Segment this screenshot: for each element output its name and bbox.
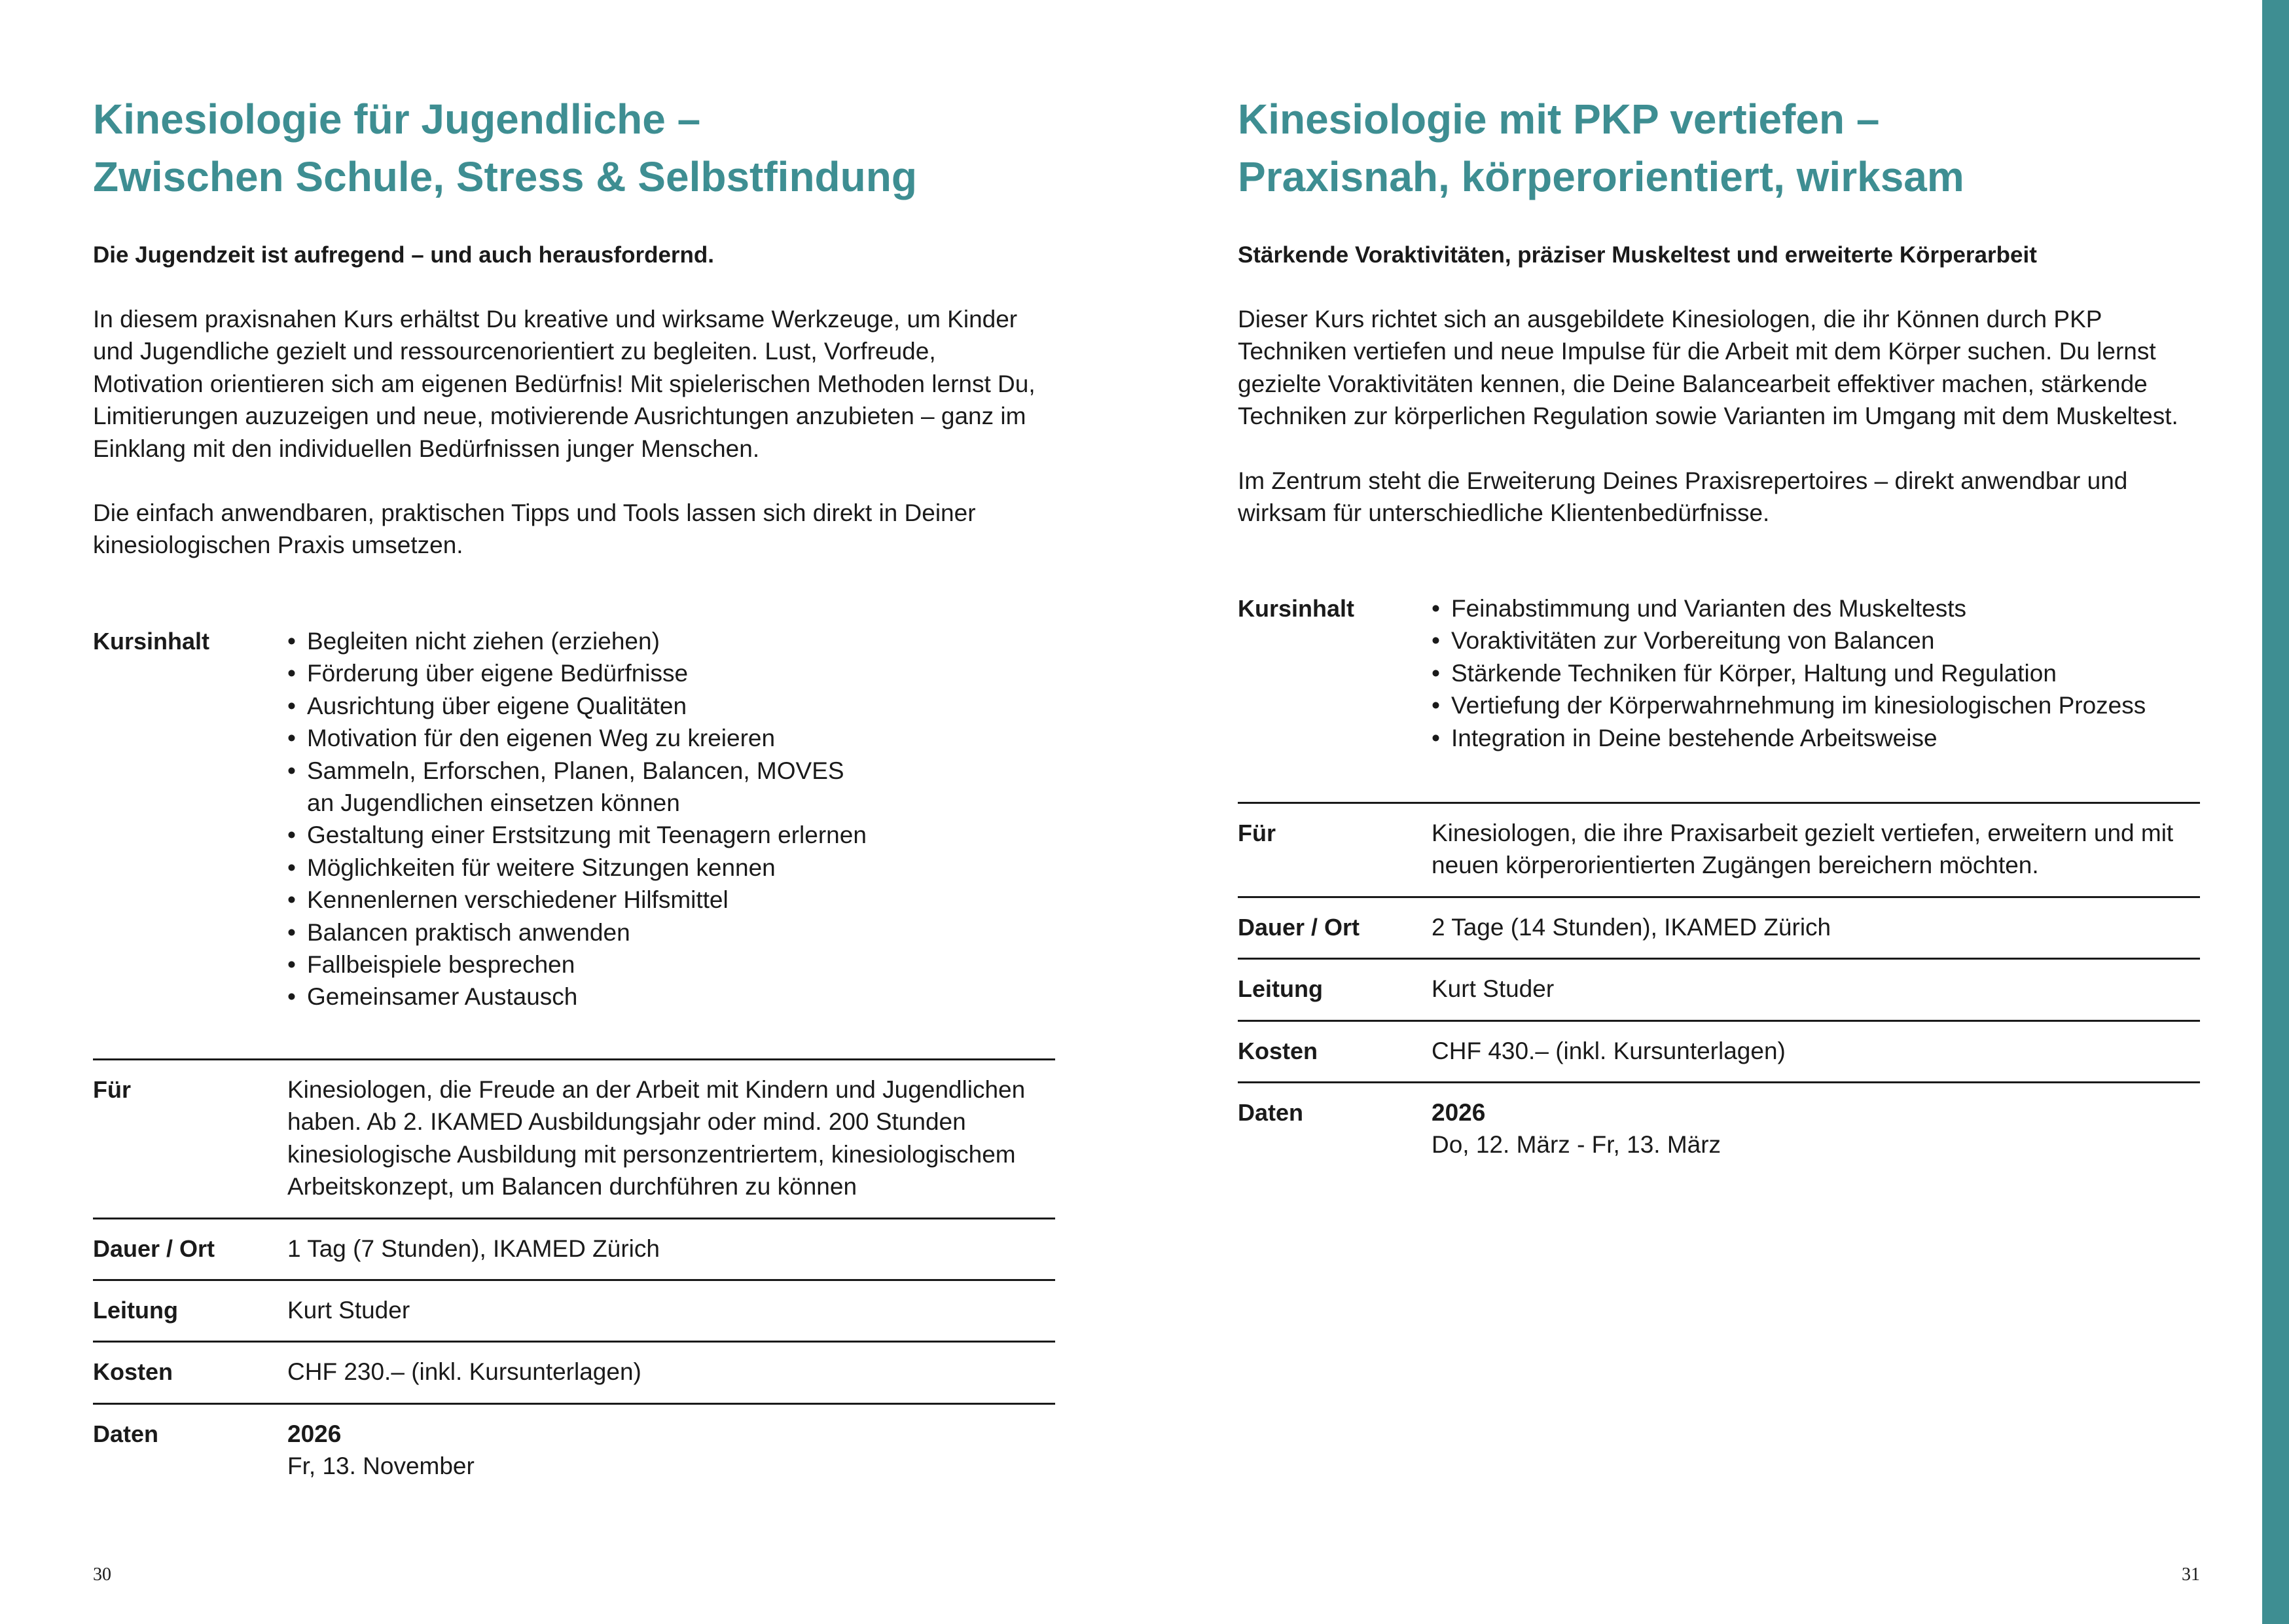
right-title-line2: Praxisnah, körperorientiert, wirksam xyxy=(1238,153,1964,200)
bullet-icon: • xyxy=(287,821,296,849)
left-kursinhalt-list xyxy=(287,625,975,1013)
left-title-line2: Zwischen Schule, Stress & Selbstfindung xyxy=(93,153,917,200)
page-number-right: 31 xyxy=(2182,1564,2200,1585)
left-title-line1: Kinesiologie für Jugendliche – xyxy=(93,96,701,143)
bullet-icon: • xyxy=(1432,627,1440,655)
right-intro-paragraph-2: Im Zentrum steht die Erweiterung Deines Praxisrepertoires – direkt anwendbar und wirksam für unterschiedliche Klientenbedürfnisse. xyxy=(1238,467,2128,527)
list-item: • Gemeinsamer Austausch xyxy=(287,981,975,1013)
row-value: 2 Tage (14 Stunden), IKAMED Zürich xyxy=(1432,913,1831,941)
bullet-icon: • xyxy=(287,660,296,687)
daten-year: 2026 xyxy=(1432,1099,1486,1127)
row-value xyxy=(287,1418,1055,1483)
list-item: • Kennenlernen verschiedener Hilfsmittel xyxy=(287,884,975,916)
list-item: • Gestaltung einer Erstsitzung mit Teenagern erlernen xyxy=(287,819,975,851)
bullet-icon: • xyxy=(287,628,296,655)
list-item: • Voraktivitäten zur Vorbereitung von Balancen xyxy=(1432,624,2200,657)
table-row xyxy=(1238,896,2200,958)
row-value: Kurt Studer xyxy=(1432,975,1555,1003)
left-intro-paragraph-2: Die einfach anwendbaren, praktischen Tipps und Tools lassen sich direkt in Deiner kinesiologischen Praxis umsetzen. xyxy=(93,499,976,559)
list-item: • Ausrichtung über eigene Qualitäten xyxy=(287,690,975,722)
table-row xyxy=(93,1279,1055,1341)
list-item: • Feinabstimmung und Varianten des Muskeltests xyxy=(1432,592,2200,624)
left-title xyxy=(93,90,917,206)
list-item: • Integration in Deine bestehende Arbeitsweise xyxy=(1432,722,2200,754)
page-number-left: 30 xyxy=(93,1564,111,1585)
left-intro-paragraph-1: In diesem praxisnahen Kurs erhältst Du kreative und wirksame Werkzeuge, um Kinder und Jugendliche gezielt und ressourcenorientiert zu begleiten. Lust, Vorfreude, Motivation orientieren sich am eigenen Bedürfnis! Mit spielerischen Methoden lernst Du, Limitierungen auzuzeigen und neue, motivierende Ausrichtungen anzubieten – ganz im Einklang mit den individuellen Bedürfnissen junger Menschen. xyxy=(93,306,1036,462)
list-item: • Förderung über eigene Bedürfnisse xyxy=(287,657,975,689)
right-info-table xyxy=(1238,802,2200,1176)
table-row xyxy=(93,1341,1055,1402)
row-label: Dauer / Ort xyxy=(93,1235,215,1262)
row-value xyxy=(1432,1096,2200,1161)
list-item: • Balancen praktisch anwenden xyxy=(287,916,975,948)
bullet-icon: • xyxy=(287,951,296,979)
table-row xyxy=(93,1058,1055,1218)
bullet-icon: • xyxy=(287,692,296,719)
row-value: CHF 430.– (inkl. Kursunterlagen) xyxy=(1432,1037,1786,1064)
row-label: Daten xyxy=(93,1420,159,1447)
bullet-icon: • xyxy=(1432,692,1440,719)
row-label: Daten xyxy=(1238,1099,1304,1127)
table-row xyxy=(1238,802,2200,896)
list-item: • Möglichkeiten für weitere Sitzungen kennen xyxy=(287,852,975,884)
bullet-icon: • xyxy=(287,983,296,1011)
table-row xyxy=(93,1403,1055,1497)
list-item: • Sammeln, Erforschen, Planen, Balancen, MOVES an Jugendlichen einsetzen können xyxy=(287,755,870,820)
bullet-icon: • xyxy=(287,918,296,946)
row-value: Kinesiologen, die Freude an der Arbeit mit Kindern und Jugendlichen haben. Ab 2. IKAMED Ausbildungsjahr oder mind. 200 Stunden kinesiologische Ausbildung mit personzentriertem, kinesiologischem Arbeitskonzept, um Balancen durchführen zu können xyxy=(287,1076,1026,1200)
bullet-icon: • xyxy=(287,886,296,914)
table-row xyxy=(1238,1081,2200,1176)
row-value: CHF 230.– (inkl. Kursunterlagen) xyxy=(287,1358,641,1386)
bullet-icon: • xyxy=(1432,659,1440,687)
row-label: Kosten xyxy=(1238,1037,1318,1064)
bullet-icon: • xyxy=(1432,595,1440,622)
list-item: • Stärkende Techniken für Körper, Haltung und Regulation xyxy=(1432,657,2200,689)
right-title-line1: Kinesiologie mit PKP vertiefen – xyxy=(1238,96,1880,143)
accent-bar xyxy=(2262,0,2289,1624)
row-label: Für xyxy=(1238,820,1276,846)
daten-date: Fr, 13. November xyxy=(287,1453,475,1480)
right-title xyxy=(1238,90,1964,206)
row-value: Kinesiologen, die ihre Praxisarbeit gezielt vertiefen, erweitern und mit neuen körperorientierten Zugängen bereichern möchten. xyxy=(1432,820,2174,879)
daten-date: Do, 12. März - Fr, 13. März xyxy=(1432,1131,1721,1159)
row-label: Dauer / Ort xyxy=(1238,913,1360,941)
row-label: Leitung xyxy=(1238,975,1323,1003)
left-kursinhalt-label: Kursinhalt xyxy=(93,628,210,655)
bullet-icon: • xyxy=(287,725,296,752)
left-subtitle: Die Jugendzeit ist aufregend – und auch herausfordernd. xyxy=(93,242,715,268)
list-item: • Vertiefung der Körperwahrnehmung im kinesiologischen Prozess xyxy=(1432,689,2200,721)
table-row xyxy=(1238,1020,2200,1081)
left-info-table xyxy=(93,1058,1055,1497)
list-item: • Fallbeispiele besprechen xyxy=(287,948,975,981)
right-intro xyxy=(1238,303,2200,561)
row-label: Kosten xyxy=(93,1358,173,1386)
right-page xyxy=(1238,0,2200,1624)
left-intro xyxy=(93,303,1049,594)
row-label: Leitung xyxy=(93,1297,178,1324)
right-intro-paragraph-1: Dieser Kurs richtet sich an ausgebildete Kinesiologen, die ihr Können durch PKP Techniken vertiefen und neue Impulse für die Arbeit mit dem Körper suchen. Du lernst gezielte Voraktivitäten kennen, die Deine Balancearbeit effektiver machen, stärkende Techniken zur körperlichen Regulation sowie Varianten im Umgang mit dem Muskeltest. xyxy=(1238,306,2178,430)
row-value: 1 Tag (7 Stunden), IKAMED Zürich xyxy=(287,1235,660,1262)
right-kursinhalt-label: Kursinhalt xyxy=(1238,595,1355,622)
list-item: • Motivation für den eigenen Weg zu kreieren xyxy=(287,722,975,754)
row-label: Für xyxy=(93,1076,131,1103)
right-subtitle: Stärkende Voraktivitäten, präziser Muskeltest und erweiterte Körperarbeit xyxy=(1238,242,2037,268)
list-item: • Begleiten nicht ziehen (erziehen) xyxy=(287,625,975,657)
left-page xyxy=(93,0,1055,1624)
right-kursinhalt-list xyxy=(1432,592,2200,754)
bullet-icon: • xyxy=(1432,724,1440,751)
row-value: Kurt Studer xyxy=(287,1297,410,1324)
table-row xyxy=(1238,958,2200,1019)
table-row xyxy=(93,1218,1055,1279)
bullet-icon: • xyxy=(287,757,296,784)
daten-year: 2026 xyxy=(287,1420,342,1447)
bullet-icon: • xyxy=(287,854,296,881)
